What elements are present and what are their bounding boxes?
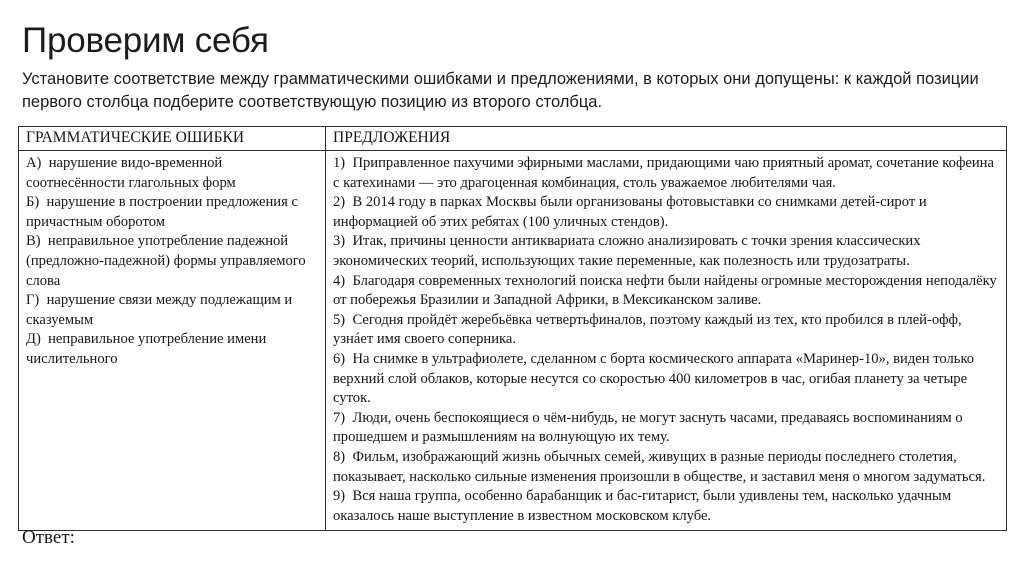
table-row [19,151,1007,531]
sentence-item-text: Благодаря современных технологий поиска нефти были найдены огромные месторождения неподалёку от побережья Бразилии и Западной Африки, в Мексиканском заливе. [333,272,997,309]
page-title: Проверим себя [22,21,269,60]
error-item [26,154,318,193]
error-item-marker: Г) [26,292,47,309]
sentence-item [333,232,999,271]
error-item-marker: А) [26,155,49,171]
sentence-item [333,409,999,448]
sentence-item [333,487,999,526]
table-header [19,127,1007,151]
error-item [26,330,318,369]
sentence-item-marker: 7) [333,409,353,426]
sentence-item [333,350,999,409]
sentence-item-marker: 4) [333,272,353,289]
error-item [26,291,318,330]
sentences-column-cell [326,151,1007,531]
error-item-marker: В) [26,233,48,250]
sentence-item-text: Сегодня пройдёт жеребьёвка четвертьфиналов, поэтому каждый из тех, кто пробился в плей-офф, узнáет имя своего соперника. [333,311,962,348]
column-header-sentences: ПРЕДЛОЖЕНИЯ [326,127,1007,151]
table-header-row [19,127,1007,151]
sentence-item-text: Приправленное пахучими эфирными маслами, придающими чаю приятный аромат, сочетание кофеина с катехинами — это драгоценная комбинация, столь уважаемое любителями чая. [333,155,994,191]
error-item-text: неправильное употребление падежной (предложно-падежной) формы управляемого слова [26,233,306,289]
sentence-item [333,448,999,487]
sentence-item-marker: 5) [333,311,353,328]
error-item-text: неправильное употребление имени числительного [26,331,267,367]
error-item [26,232,318,291]
error-item-text: нарушение связи между подлежащим и сказуемым [26,292,293,328]
sentence-item-marker: 1) [333,155,353,171]
sentence-item-marker: 8) [333,448,353,465]
errors-column-cell [19,151,326,531]
column-header-errors: ГРАММАТИЧЕСКИЕ ОШИБКИ [19,127,326,151]
error-item-text: нарушение в построении предложения с причастным оборотом [26,194,298,230]
sentence-item [333,193,999,232]
table-body [19,151,1007,531]
sentence-item-text: Вся наша группа, особенно барабанщик и бас-гитарист, были удивлены тем, насколько удачным оказалось наше выступление в известном московском клубе. [333,488,952,524]
sentence-item [333,311,999,350]
sentence-item-marker: 6) [333,350,353,367]
sentence-item-text: Итак, причины ценности антиквариата сложно анализировать с точки зрения классических экономических теорий, использующих такие переменные, как полезность или трудозатраты. [333,233,921,269]
error-item [26,193,318,232]
sentence-item [333,272,999,311]
error-item-marker: Д) [26,331,49,348]
sentence-item-text: На снимке в ультрафиолете, сделанном с борта космического аппарата «Маринер-10», виден только верхний слой облаков, которые несутся со скоростью 400 километров в час, огибая планету за четыре суток. [333,350,975,407]
sentence-item-marker: 3) [333,233,353,250]
error-item-text: нарушение видо-временной соотнесённости глагольных форм [26,155,236,191]
matching-task-table [18,126,1007,531]
task-instruction: Установите соответствие между грамматическими ошибками и предложениями, в которых они допущены: к каждой позиции первого столбца подберите соответствующую позицию из второго столбца. [22,70,979,111]
answer-label: Ответ: [22,527,75,548]
sentence-item-text: Люди, очень беспокоящиеся о чём-нибудь, не могут заснуть часами, предаваясь воспоминаниям о прошедшем и размышлениям на волнующую их тему. [333,409,963,446]
error-item-marker: Б) [26,194,47,211]
sentence-item-text: В 2014 году в парках Москвы были организованы фотовыставки со снимками детей-сирот и информацией об этих ребятах (100 уличных стендов). [333,194,927,230]
sentence-item-text: Фильм, изображающий жизнь обычных семей, живущих в разные периоды последнего столетия, показывает, насколько сильные изменения произошли в обществе, и заставил меня о многом задуматься. [333,448,986,485]
sentence-item [333,154,999,193]
sentence-item-marker: 9) [333,488,353,505]
sentence-item-marker: 2) [333,194,353,211]
